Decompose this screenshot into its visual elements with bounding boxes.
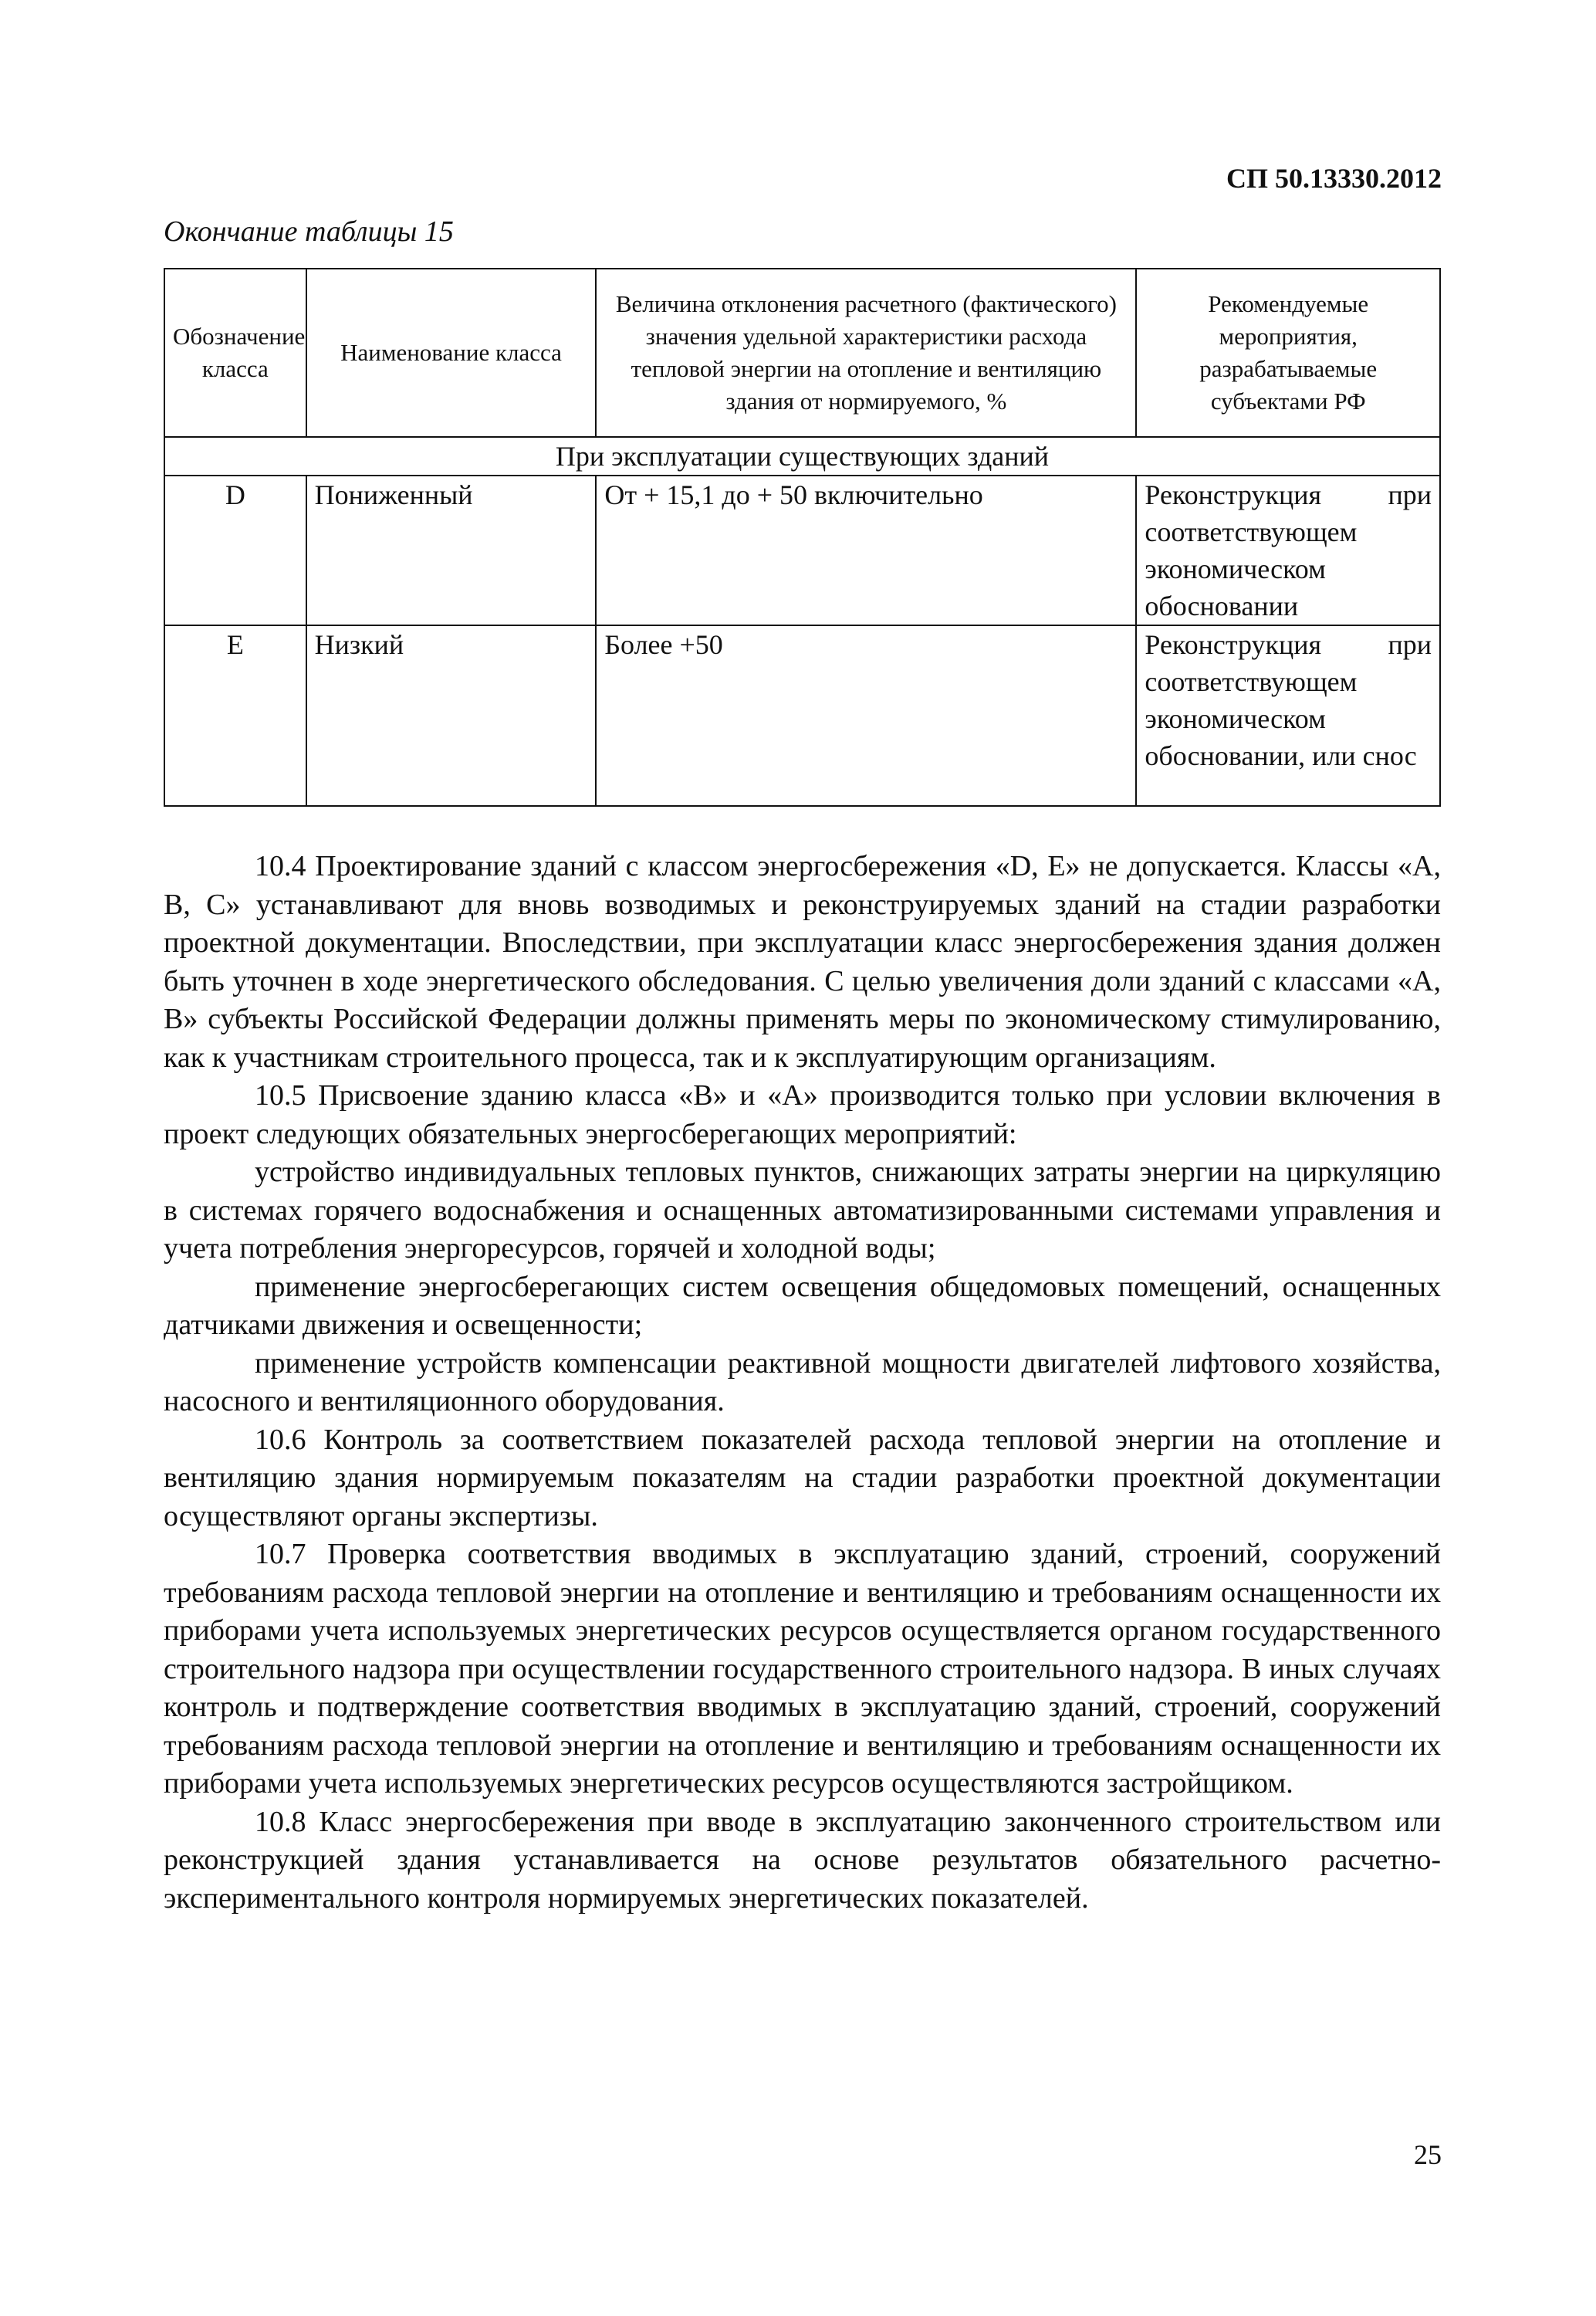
cell-name: Низкий — [306, 625, 597, 806]
page-number: 25 — [1414, 2139, 1442, 2170]
table-section-row — [164, 437, 1440, 476]
cell-designation: E — [164, 625, 306, 806]
document-code: СП 50.13330.2012 — [1226, 163, 1442, 194]
cell-measures: Реконструкция при соответствующем экономическом обосновании, или снос — [1136, 625, 1440, 806]
column-header-deviation: Величина отклонения расчетного (фактического) значения удельной характеристики расхода тепловой энергии на отопление и вентиляцию здания от нормируемого, % — [596, 269, 1136, 437]
cell-name: Пониженный — [306, 476, 597, 625]
cell-designation: D — [164, 476, 306, 625]
table-caption: Окончание таблицы 15 — [164, 215, 454, 248]
column-header-measures: Рекомендуемые мероприятия, разрабатываемые субъектами РФ — [1136, 269, 1440, 437]
paragraph-10-7: 10.7 Проверка соответствия вводимых в эксплуатацию зданий, строений, сооружений требованиям расхода тепловой энергии на отопление и вентиляцию и требованиям оснащенности их приборами учета используемых энергетических ресурсов осуществляется органом государственного строительного надзора при осуществлении государственного строительного надзора. В иных случаях контроль и подтверждение соответствия вводимых в эксплуатацию зданий, строений, сооружений требованиям расхода тепловой энергии на отопление и вентиляцию и требованиям оснащенности их приборами учета используемых энергетических ресурсов осуществляются застройщиком. — [164, 1538, 1441, 1800]
list-item: применение энергосберегающих систем освещения общедомовых помещений, оснащенных датчиками движения и освещенности; — [164, 1270, 1441, 1341]
cell-measures: Реконструкция при соответствующем экономическом обосновании — [1136, 476, 1440, 625]
energy-class-table — [164, 268, 1441, 807]
cell-deviation: Более +50 — [596, 625, 1136, 806]
list-item: применение устройств компенсации реактивной мощности двигателей лифтового хозяйства, насосного и вентиляционного оборудования. — [164, 1346, 1441, 1417]
paragraph-10-6: 10.6 Контроль за соответствием показателей расхода тепловой энергии на отопление и вентиляцию здания нормируемым показателям на стадии разработки проектной документации осуществляют органы экспертизы. — [164, 1423, 1441, 1532]
paragraph-10-4: 10.4 Проектирование зданий с классом энергосбережения «D, E» не допускается. Классы «А, В, С» устанавливают для вновь возводимых и реконструируемых зданий на стадии разработки проектной документации. Впоследствии, при эксплуатации класс энергосбережения здания должен быть уточнен в ходе энергетического обследования. С целью увеличения доли зданий с классами «А, В» субъекты Российской Федерации должны применять меры по экономическому стимулированию, как к участникам строительного процесса, так и к эксплуатирующим организациям. — [164, 850, 1441, 1074]
paragraph-10-5: 10.5 Присвоение зданию класса «В» и «А» производится только при условии включения в проект следующих обязательных энергосберегающих мероприятий: — [164, 1079, 1441, 1150]
table-header-row — [164, 269, 1440, 437]
table-row — [164, 476, 1440, 625]
list-item: устройство индивидуальных тепловых пунктов, снижающих затраты энергии на циркуляцию в системах горячего водоснабжения и оснащенных автоматизированными системами управления и учета потребления энергоресурсов, горячей и холодной воды; — [164, 1156, 1441, 1265]
column-header-name: Наименование класса — [306, 269, 597, 437]
cell-deviation: От + 15,1 до + 50 включительно — [596, 476, 1136, 625]
column-header-designation: Обозначение класса — [164, 269, 306, 437]
body-text — [164, 848, 1441, 1918]
table-row — [164, 625, 1440, 806]
section-title: При эксплуатации существующих зданий — [164, 437, 1440, 476]
paragraph-10-8: 10.8 Класс энергосбережения при вводе в эксплуатацию законченного строительством или реконструкцией здания устанавливается на основе результатов обязательного расчетно-экспериментального контроля нормируемых энергетических показателей. — [164, 1805, 1441, 1915]
